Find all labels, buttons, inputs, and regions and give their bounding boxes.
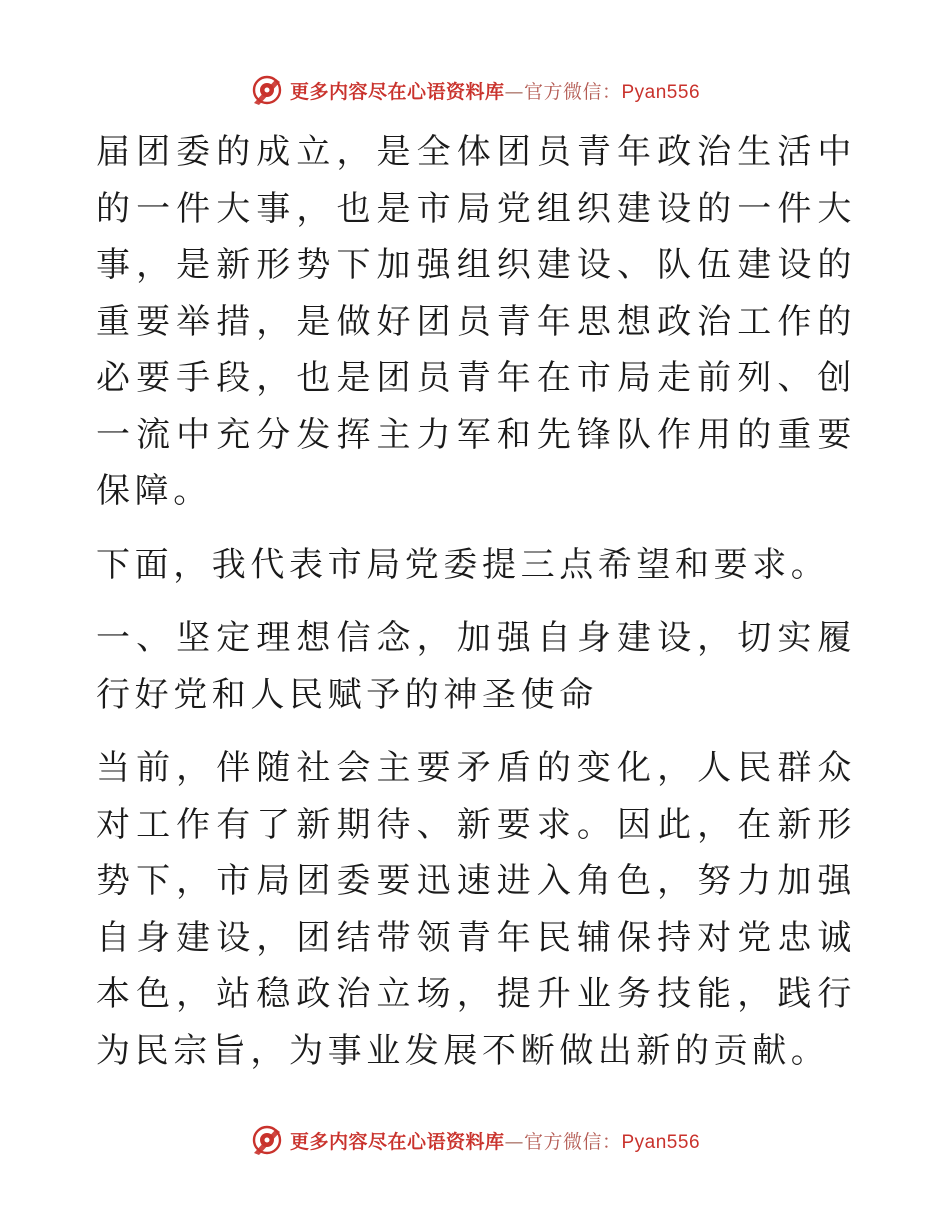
paragraph-4: 当前，伴随社会主要矛盾的变化，人民群众对工作有了新期待、新要求。因此，在新形势下，市局团委要迅速进入角色，努力加强自身建设，团结带领青年民辅保持对党忠诚本色，站稳政治立场，提升业务技能，践行为民宗旨，为事业发展不断做出新的贡献。 — [96, 748, 856, 1071]
document-body — [96, 124, 856, 1079]
header-wechat-label: 官方微信： — [523, 80, 622, 103]
header-banner — [0, 70, 950, 110]
footer-wechat-label: 官方微信： — [523, 1130, 622, 1153]
footer-wechat-id: Pyan556 — [621, 1131, 701, 1153]
footer-banner-text — [290, 1127, 700, 1154]
paragraph-2: 下面，我代表市局党委提三点希望和要求。 — [96, 544, 830, 585]
header-wechat-id: Pyan556 — [621, 81, 701, 103]
footer-site-text: 更多内容尽在心语资料库 — [289, 1130, 505, 1153]
pen-circle-logo-icon — [250, 1123, 284, 1157]
header-site-text: 更多内容尽在心语资料库 — [289, 80, 505, 103]
footer-banner — [0, 1120, 950, 1160]
header-separator: — — [504, 80, 524, 103]
header-banner-text — [290, 77, 700, 104]
paragraph-1: 届团委的成立，是全体团员青年政治生活中的一件大事，也是市局党组织建设的一件大事，是新形势下加强组织建设、队伍建设的重要举措，是做好团员青年思想政治工作的必要手段，也是团员青年在市局走前列、创一流中充分发挥主力军和先锋队作用的重要保障。 — [96, 132, 856, 511]
pen-circle-logo-icon — [250, 73, 284, 107]
footer-separator: — — [504, 1130, 524, 1153]
paragraph-3-heading: 一、坚定理想信念，加强自身建设，切实履行好党和人民赋予的神圣使命 — [96, 618, 856, 715]
